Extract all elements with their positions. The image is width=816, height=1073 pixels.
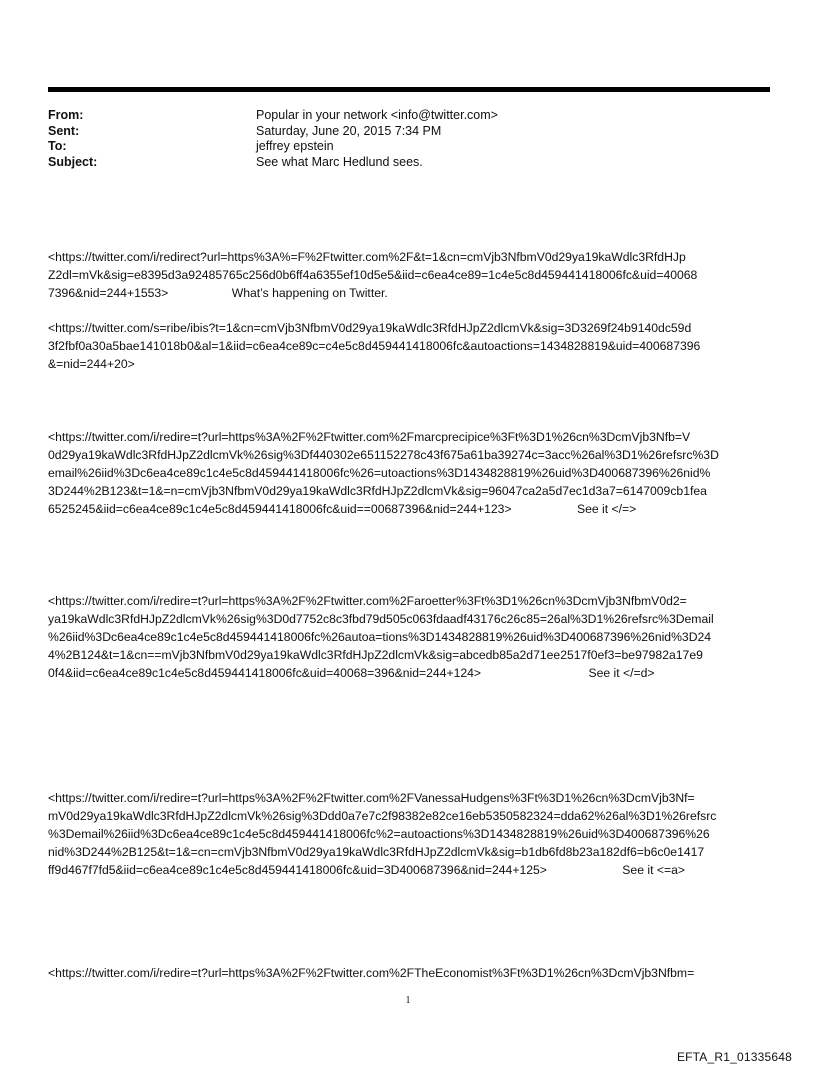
see-it-link[interactable]: See it </=d> [588,666,655,680]
whats-happening-text: What’s happening on Twitter. [231,286,388,300]
link-line: 3f2fbf0a30a5bae141018b0&al=1&iid=c6ea4ce89c=c4e5c8d459441418006fc&autoactions=1434828819&uid=400687396 [48,339,701,353]
link-line: mV0d29ya19kaWdlc3RfdHJpZ2dlcmVk%26sig%3Ddd0a7e7c2f98382e82ce16eb5350582324=dda62%26al%3D1%26refsrc [48,809,717,823]
subject-row [48,155,768,171]
from-row [48,108,768,124]
link-line [48,664,772,682]
link-line: <https://twitter.com/i/redirect?url=https%3A%=F%2Ftwitter.com%2F&t=1&cn=cmVjb3NfbmV0d29ya19kaWdlc3RfdHJp [48,250,686,264]
link-line: <https://twitter.com/i/redire=t?url=https%3A%2F%2Ftwitter.com%2FTheEconomist%3Ft%3D1%26cn%3DcmVjb3Nfbm= [48,966,695,980]
link-line-text: 6525245&iid=c6ea4ce89c1c4e5c8d459441418006fc&uid==00687396&nid=244+123> [48,502,512,516]
link-line: <https://twitter.com/s=ribe/ibis?t=1&cn=cmVjb3NfbmV0d29ya19kaWdlc3RfdHJpZ2dlcmVk&sig=3D3269f24b9140dc59d [48,321,692,335]
to-value: jeffrey epstein [256,139,334,153]
link-line-text: 0f4&iid=c6ea4ce89c1c4e5c8d459441418006fc&uid=40068=396&nid=244+124> [48,666,482,680]
redirect-link-block-vanessahudgens[interactable] [48,789,772,879]
from-label: From: [48,108,84,122]
link-line: email%26iid%3Dc6ea4ce89c1c4e5c8d459441418006fc%26=utoactions%3D1434828819%26uid%3D400687396%26nid% [48,466,711,480]
link-line [48,861,772,879]
subject-label: Subject: [48,154,98,169]
link-line: 4%2B124&t=1&cn==mVjb3NfbmV0d29ya19kaWdlc3RfdHJpZ2dlcmVk&sig=abcedb85a2d71ee2517f0ef3=be97982a17e9 [48,648,703,662]
redirect-link-block-1[interactable] [48,248,772,302]
page-number: 1 [405,995,411,1006]
link-line: <https://twitter.com/i/redire=t?url=https%3A%2F%2Ftwitter.com%2Fmarcprecipice%3Ft%3D1%26cn%3DcmVjb3Nfb=V [48,430,691,444]
link-line: 0d29ya19kaWdlc3RfdHJpZ2dlcmVk%26sig%3Df440302e651152278c43f675a61ba39274c=3acc%26al%3D1%26refsrc%3D [48,448,719,462]
link-line [48,500,772,518]
redirect-link-block-marcprecipice[interactable] [48,428,772,518]
see-it-link[interactable]: See it <=a> [622,863,685,877]
header-rule [48,87,770,92]
link-line: 3D244%2B123&t=1&=n=cmVjb3NfbmV0d29ya19kaWdlc3RfdHJpZ2dlcmVk&sig=96047ca2a5d7ec1d3a7=6147009cb1fea [48,484,707,498]
link-line: ya19kaWdlc3RfdHJpZ2dlcmVk%26sig%3D0d7752c8c3fbd79d505c063fdaadf43176c26c85=26al%3D1%26refsrc%3Demail [48,612,714,626]
link-line: %3Demail%26iid%3Dc6ea4ce89c1c4e5c8d459441418006fc%2=autoactions%3D1434828819%26uid%3D400687396%26 [48,827,710,841]
subject-value: See what Marc Hedlund sees. [256,154,423,169]
see-it-link[interactable]: See it </=> [576,502,637,516]
link-line: <https://twitter.com/i/redire=t?url=https%3A%2F%2Ftwitter.com%2FVanessaHudgens%3Ft%3D1%26cn%3DcmVjb3Nf= [48,791,695,805]
sent-label: Sent: [48,123,80,138]
email-header [48,108,768,170]
to-label: To: [48,139,67,153]
link-line: &=nid=244+20> [48,357,135,371]
sent-row [48,124,768,140]
link-line [48,284,772,302]
link-line-text: ff9d467f7fd5&iid=c6ea4ce89c1c4e5c8d459441418006fc&uid=3D400687396&nid=244+125> [48,863,547,877]
link-line: Z2dl=mVk&sig=e8395d3a92485765c256d0b6ff4a6355ef10d5e5&iid=c6ea4ce89=1c4e5c8d459441418006fc&uid=40068 [48,268,698,282]
sent-value: Saturday, June 20, 2015 7:34 PM [256,123,442,138]
link-line: nid%3D244%2B125&t=1&=cn=cmVjb3NfbmV0d29ya19kaWdlc3RfdHJpZ2dlcmVk&sig=b1db6fd8b23a182df6=b6c0e1417 [48,845,705,859]
bates-number: EFTA_R1_01335648 [676,1050,792,1064]
redirect-link-block-aroetter[interactable] [48,592,772,682]
link-line-text: 7396&nid=244+1553> [48,286,169,300]
link-line: %26iid%3Dc6ea4ce89c1c4e5c8d459441418006fc%26autoa=tions%3D1434828819%26uid%3D400687396%26nid%3D24 [48,630,712,644]
to-row [48,139,768,155]
redirect-link-block-theeconomist[interactable] [48,964,772,982]
from-value: Popular in your network <info@twitter.com> [256,108,498,122]
subscribe-link-block[interactable] [48,319,772,373]
link-line: <https://twitter.com/i/redire=t?url=https%3A%2F%2Ftwitter.com%2Faroetter%3Ft%3D1%26cn%3DcmVjb3NfbmV0d2= [48,594,687,608]
